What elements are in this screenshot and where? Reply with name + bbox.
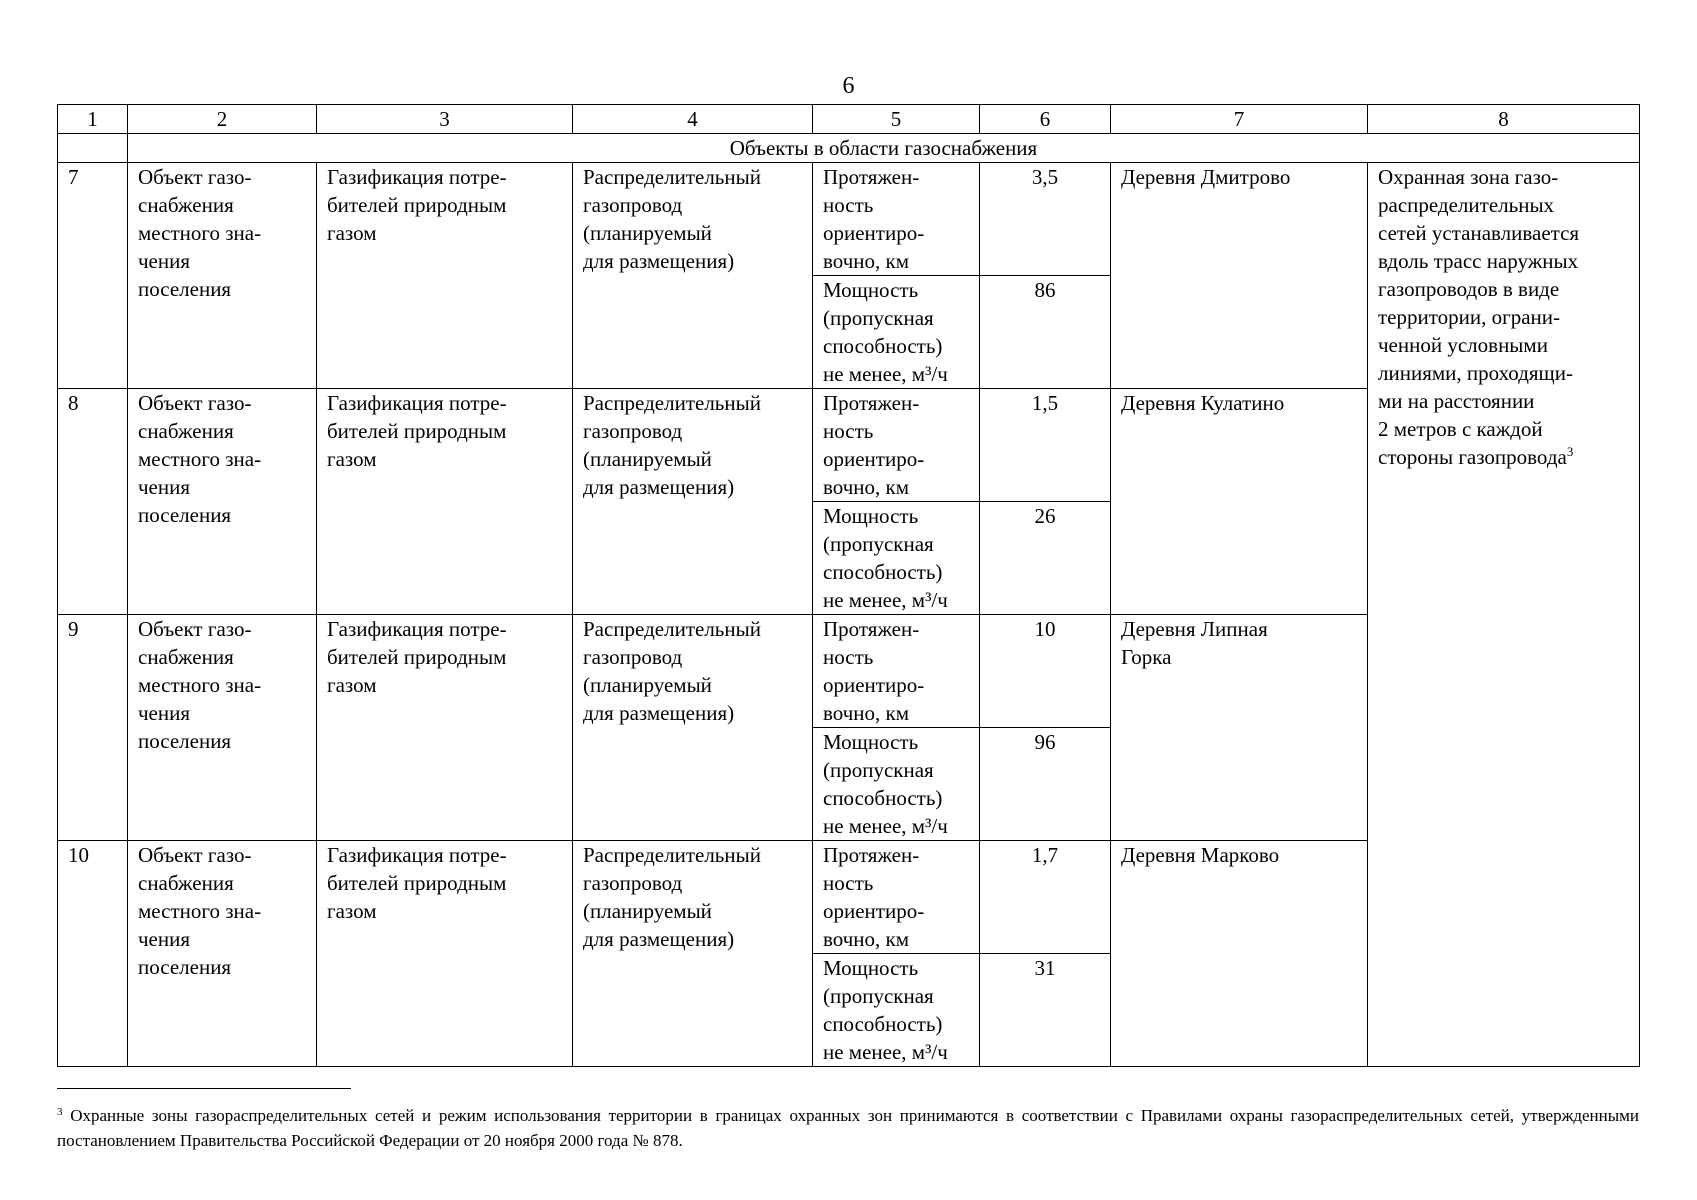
length-label-text: Протяжен- ность ориентиро- вочно, км [823,391,925,499]
footnote-text: Охранные зоны газораспределительных сетей и режим использования территории в границах охранных зон принимаются в соответствии с Правилами охраны газораспределительных сетей, утвержденными постановлением Правительства Российской Федерации от 20 ноября 2000 года № 878. [57,1106,1640,1150]
object-name [573,163,813,389]
row-number-text: 7 [68,165,79,189]
capacity-label [813,276,980,389]
object-type-text: Объект газо- снабжения местного зна- чения поселения [138,617,262,753]
length-label-text: Протяжен- ность ориентиро- вочно, км [823,617,925,725]
column-number-row [58,105,1640,134]
row-number-text: 9 [68,617,79,641]
object-type [128,841,317,1067]
object-name-text: Распределительный газопровод (планируемый для размещения) [583,165,761,273]
length-label-text: Протяжен- ность ориентиро- вочно, км [823,165,925,273]
capacity-label [813,502,980,615]
length-value-text: 1,7 [1031,843,1059,867]
object-type-text: Объект газо- снабжения местного зна- чения поселения [138,391,262,527]
length-value [980,389,1111,502]
object-name [573,615,813,841]
object-purpose-text: Газификация потре- бителей природным газом [327,391,507,471]
length-label [813,389,980,502]
capacity-value-text: 26 [1034,504,1056,528]
page-number: 6 [842,73,855,99]
capacity-value [980,728,1111,841]
capacity-label-text: Мощность (пропускная способность) не менее, м³/ч [823,730,948,838]
section-title-row [58,134,1640,163]
length-value-text: 1,5 [1031,391,1059,415]
object-name [573,389,813,615]
row-number [58,389,128,615]
row-number [58,841,128,1067]
location-text: Деревня Кулатино [1121,391,1285,415]
location [1111,389,1368,615]
location [1111,615,1368,841]
location-text: Деревня Марково [1121,843,1280,867]
object-name-text: Распределительный газопровод (планируемый для размещения) [583,843,761,951]
column-number: 1 [58,105,128,134]
location-text: Деревня Дмитрово [1121,165,1291,189]
length-value [980,163,1111,276]
capacity-label [813,954,980,1067]
object-purpose-text: Газификация потре- бителей природным газом [327,617,507,697]
column-number: 4 [573,105,813,134]
column-number: 7 [1111,105,1368,134]
length-value-text: 3,5 [1031,165,1059,189]
object-purpose [317,841,573,1067]
capacity-value [980,276,1111,389]
object-purpose [317,615,573,841]
row-number [58,615,128,841]
location [1111,841,1368,1067]
capacity-label-text: Мощность (пропускная способность) не менее, м³/ч [823,956,948,1064]
column-number: 8 [1368,105,1640,134]
object-type [128,615,317,841]
object-name-text: Распределительный газопровод (планируемый для размещения) [583,617,761,725]
protection-zone [1368,163,1640,1067]
object-name [573,841,813,1067]
capacity-label-text: Мощность (пропускная способность) не менее, м³/ч [823,504,948,612]
capacity-value-text: 96 [1034,730,1056,754]
capacity-value [980,502,1111,615]
footnote-reference: 3 [1566,444,1574,459]
capacity-label-text: Мощность (пропускная способность) не менее, м³/ч [823,278,948,386]
table-row [58,163,1640,276]
column-number: 5 [813,105,980,134]
length-value [980,841,1111,954]
row-number-text: 10 [68,843,89,867]
length-value-text: 10 [1034,617,1056,641]
object-type-text: Объект газо- снабжения местного зна- чения поселения [138,165,262,301]
object-purpose-text: Газификация потре- бителей природным газом [327,165,507,245]
length-label-text: Протяжен- ность ориентиро- вочно, км [823,843,925,951]
object-type [128,163,317,389]
capacity-value [980,954,1111,1067]
capacity-value-text: 31 [1034,956,1056,980]
location-text: Деревня Липная Горка [1121,617,1268,669]
object-name-text: Распределительный газопровод (планируемый для размещения) [583,391,761,499]
capacity-value-text: 86 [1034,278,1056,302]
column-number: 3 [317,105,573,134]
object-type-text: Объект газо- снабжения местного зна- чения поселения [138,843,262,979]
section-title: Объекты в области газоснабжения [128,134,1640,163]
length-label [813,841,980,954]
length-label [813,615,980,728]
object-type [128,389,317,615]
footnote-marker: 3 [57,1106,63,1118]
length-label [813,163,980,276]
gas-supply-objects-table [57,104,1640,1067]
protection-zone-text: Охранная зона газо- распределительных сетей устанавливается вдоль трасс наружных газопроводов в виде территории, ограни- ченной условными линиями, проходящи- ми на расстоянии 2 метров с каждой стороны газопровода [1378,165,1580,469]
row-number-text: 8 [68,391,79,415]
row-number [58,163,128,389]
capacity-label [813,728,980,841]
object-purpose [317,163,573,389]
column-number: 6 [980,105,1111,134]
section-spacer-cell [58,134,128,163]
object-purpose [317,389,573,615]
location [1111,163,1368,389]
footnote-divider [57,1088,351,1089]
length-value [980,615,1111,728]
object-purpose-text: Газификация потре- бителей природным газом [327,843,507,923]
column-number: 2 [128,105,317,134]
footnote [57,1103,1639,1153]
